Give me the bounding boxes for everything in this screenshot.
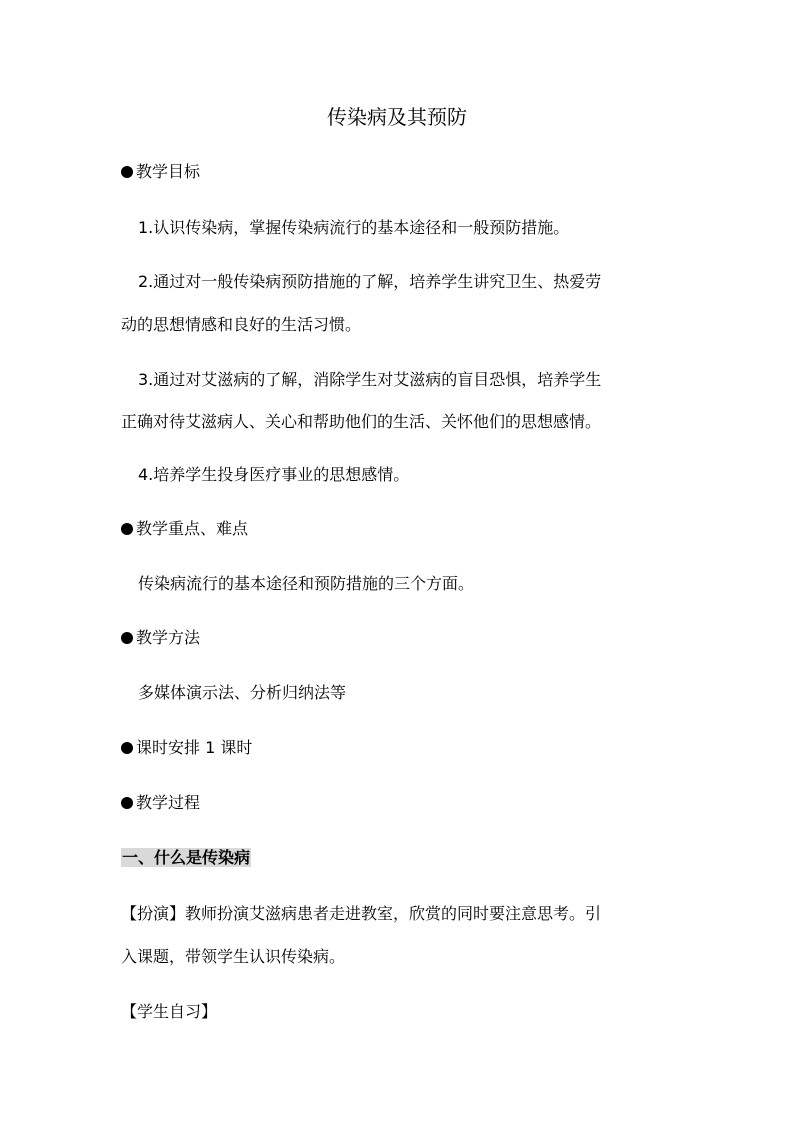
goals-heading-text: 教学目标 <box>136 162 201 181</box>
bullet-icon <box>121 632 133 644</box>
process-heading-text: 教学过程 <box>136 793 201 812</box>
bullet-icon <box>121 166 133 178</box>
goal-3-line-2: 正确对待艾滋病人、关心和帮助他们的生活、关怀他们的思想感情。 <box>121 412 602 431</box>
goal-2-line-2: 动的思想情感和良好的生活习惯。 <box>121 315 362 334</box>
acting-line-1: 【扮演】教师扮演艾滋病患者走进教室，欣赏的同时要注意思考。引 <box>121 904 602 923</box>
schedule-heading <box>121 736 252 760</box>
part-1-heading <box>121 846 251 870</box>
goal-2-line-1: 2.通过对一般传染病预防措施的了解，培养学生讲究卫生、热爱劳 <box>138 272 602 291</box>
goals-heading <box>121 160 200 184</box>
bullet-icon <box>121 742 133 754</box>
part-1-heading-text: 一、什么是传染病 <box>122 848 251 867</box>
goal-1: 1.认识传染病，掌握传染病流行的基本途径和一般预防措施。 <box>138 218 570 237</box>
goal-3-line-1: 3.通过对艾滋病的了解，消除学生对艾滋病的盲目恐惧，培养学生 <box>138 370 602 389</box>
method-heading <box>121 626 200 650</box>
key-points-heading <box>121 517 248 541</box>
method-text: 多媒体演示法、分析归纳法等 <box>138 683 347 702</box>
bullet-icon <box>121 797 133 809</box>
bullet-icon <box>121 523 133 535</box>
self-study-heading: 【学生自习】 <box>121 1002 218 1021</box>
key-points-text: 传染病流行的基本途径和预防措施的三个方面。 <box>138 574 475 593</box>
key-points-heading-text: 教学重点、难点 <box>136 519 249 538</box>
goal-4: 4.培养学生投身医疗事业的思想感情。 <box>138 465 410 484</box>
process-heading <box>121 791 200 815</box>
acting-line-2: 入课题，带领学生认识传染病。 <box>121 947 346 966</box>
schedule-heading-text: 课时安排 1 课时 <box>136 738 253 757</box>
method-heading-text: 教学方法 <box>136 628 201 647</box>
document-title: 传染病及其预防 <box>327 105 467 129</box>
